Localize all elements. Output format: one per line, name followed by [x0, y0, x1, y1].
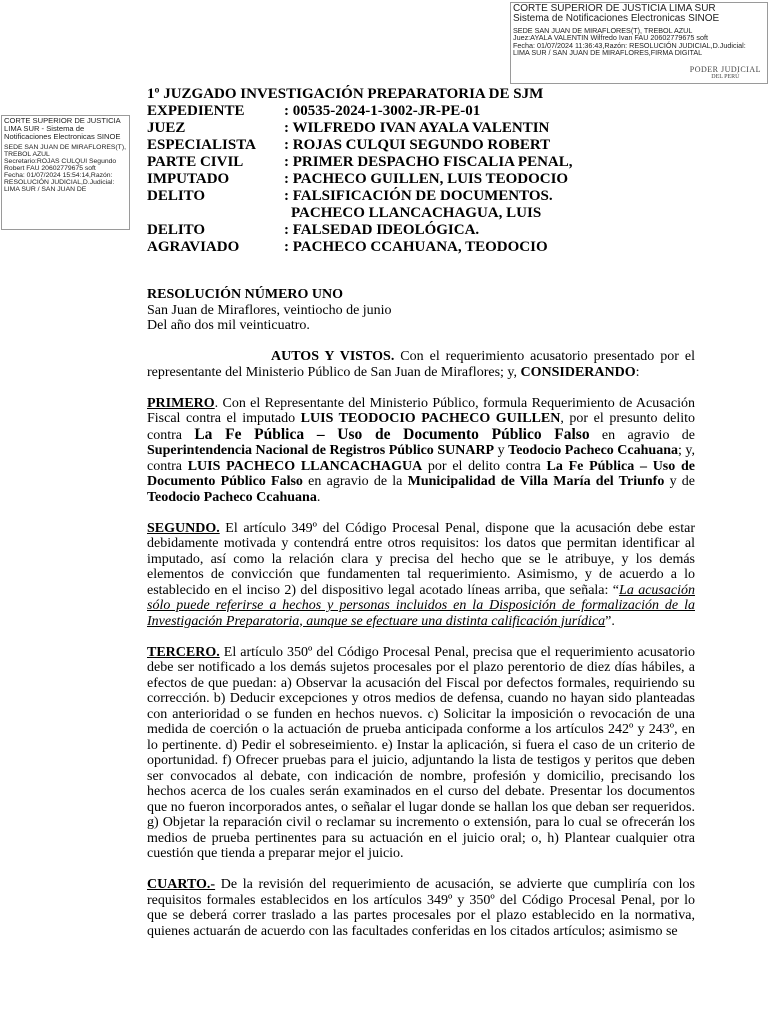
case-header [147, 86, 573, 256]
digital-signature-stamp-top [510, 2, 768, 84]
header-row: AGRAVIADO : PACHECO CCAHUANA, TEODOCIO [147, 239, 548, 255]
signature-detail: Secretario:ROJAS CULQUI Segundo Robert FAU 20602779675 soft [4, 158, 117, 172]
header-row: IMPUTADO : PACHECO GUILLEN, LUIS TEODOCIO [147, 171, 569, 187]
signature-detail: SEDE SAN JUAN DE MIRAFLORES(T), TREBOL AZUL [513, 26, 693, 35]
cuarto-paragraph: CUARTO.- De la revisión del requerimiento de acusación, se advierte que cumpliría con los requisitos formales establecidos en los artículos 349º y 350º del Código Procesal Penal, por lo que se deberá correr traslado a las partes procesales por el plazo establecido en la normativa, quienes actuarán de acuerdo con las facultades conferidas en los citados artículos; asimismo se [147, 877, 695, 939]
court-title: 1º JUZGADO INVESTIGACIÓN PREPARATORIA DE SJM [147, 86, 544, 102]
segundo-paragraph: SEGUNDO. El artículo 349º del Código Procesal Penal, dispone que la acusación debe estar debidamente motivada y contendrá entre otros requisitos: los datos que permitan identificar al imputado, así como la relación clara y precisa del hecho que se le atribuye, y los demás elementos de convicción que fundamenten tal requerimiento. Asimismo, y de acuerdo a lo establecido en el inciso 2) del dispositivo legal acotado líneas arriba, que señala: “La acusación sólo puede referirse a hechos y personas incluidos en la Disposición de formalización de la Investigación Preparatoria, aunque se efectuare una distinta calificación jurídica”. [147, 520, 695, 629]
primero-paragraph: PRIMERO. Con el Representante del Ministerio Público, formula Requerimiento de Acusación Fiscal contra el imputado LUIS TEODOCIO PACHECO GUILLEN, por el presunto delito contra La Fe Pública – Uso de Documento Público Falso en agravio de Superintendencia Nacional de Registros Público SUNARP y Teodocio Pacheco Ccahuana; y, contra LUIS PACHECO LLANCACHAGUA por el delito contra La Fe Pública – Uso de Documento Público Falso en agravio de la Municipalidad de Villa María del Triunfo y de Teodocio Pacheco Ccahuana. [147, 395, 696, 505]
signature-court: CORTE SUPERIOR DE JUSTICIA LIMA SUR - Sistema de Notificaciones Electronicas SINOE [4, 116, 121, 141]
signature-detail: Fecha: 01/07/2024 11:36:43,Razón: RESOLUCIÓN JUDICIAL,D.Judicial: [513, 40, 746, 50]
signature-detail: LIMA SUR / SAN JUAN DE MIRAFLORES,FIRMA DIGITAL [513, 48, 703, 58]
resolution-title: RESOLUCIÓN NÚMERO UNO [147, 287, 344, 302]
header-row: ESPECIALISTA : ROJAS CULQUI SEGUNDO ROBERT [147, 137, 551, 153]
header-row: EXPEDIENTE : 00535-2024-1-3002-JR-PE-01 [147, 103, 481, 119]
header-row: DELITO : FALSEDAD IDEOLÓGICA. [147, 222, 480, 238]
header-continuation: PACHECO LLANCACHAGUA, LUIS [291, 205, 542, 221]
signature-system: Sistema de Notificaciones Electronicas SINOE [513, 13, 720, 24]
header-row: PARTE CIVIL : PRIMER DESPACHO FISCALIA PENAL, [147, 154, 573, 170]
resolution-year: Del año dos mil veinticuatro. [147, 318, 310, 333]
signature-detail: Juez:AYALA VALENTIN Wilfredo Ivan FAU 20602779675 soft [513, 33, 708, 43]
signature-detail: Fecha: 01/07/2024 15:54:14,Razón: RESOLUCIÓN JUDICIAL,D.Judicial: LIMA SUR / SAN JUAN DE [4, 172, 115, 193]
autos-paragraph: AUTOS Y VISTOS. Con el requerimiento acusatorio presentado por el representante del Ministerio Público de San Juan de Miraflores; y, CONSIDERANDO: [147, 349, 696, 380]
signature-court: CORTE SUPERIOR DE JUSTICIA LIMA SUR [513, 3, 716, 14]
header-row: JUEZ : WILFREDO IVAN AYALA VALENTIN [147, 120, 550, 136]
digital-signature-stamp-left [1, 115, 130, 230]
tercero-paragraph: TERCERO. El artículo 350º del Código Procesal Penal, precisa que el requerimiento acusatorio debe ser notificado a los demás sujetos procesales por el plazo perentorio de diez días hábiles, a efectos de que puedan: a) Observar la acusación del Fiscal por defectos formales, requiriendo su corrección. b) Deducir excepciones y otros medios de defensa, cuando no hayan sido planteadas con anterioridad o se funden en hechos nuevos. c) Solicitar la imposición o revocación de una medida de coerción o la actuación de prueba anticipada conforme a los artículos 242º y 243º, en lo pertinente. d) Pedir el sobreseimiento. e) Instar la aplicación, si fuera el caso de un criterio de oportunidad. f) Ofrecer pruebas para el juicio, adjuntando la lista de testigos y peritos que deben ser convocados al debate, con indicación de nombre, profesión y domicilio, precisando los hechos acerca de los cuales serán examinados en el curso del debate. Presentar los documentos que no fueron incorporados antes, o señalar el lugar donde se hallan los que deban ser requeridos. g) Objetar la reparación civil o reclamar su incremento o extensión, para lo cual se ofrecerán los medios de prueba pertinentes para su actuación en el juicio oral; o, h) Plantear cualquier otra cuestión que tienda a preparar mejor el juicio. [147, 644, 695, 861]
resolution-place-date: San Juan de Miraflores, veintiocho de junio [147, 302, 392, 318]
resolution-body [147, 287, 695, 939]
signature-detail: SEDE SAN JUAN DE MIRAFLORES(T), TREBOL AZUL [4, 144, 126, 158]
header-row: DELITO : FALSIFICACIÓN DE DOCUMENTOS. [147, 188, 553, 204]
poder-judicial-logo: PODER JUDICIAL DEL PERÚ [689, 65, 761, 80]
